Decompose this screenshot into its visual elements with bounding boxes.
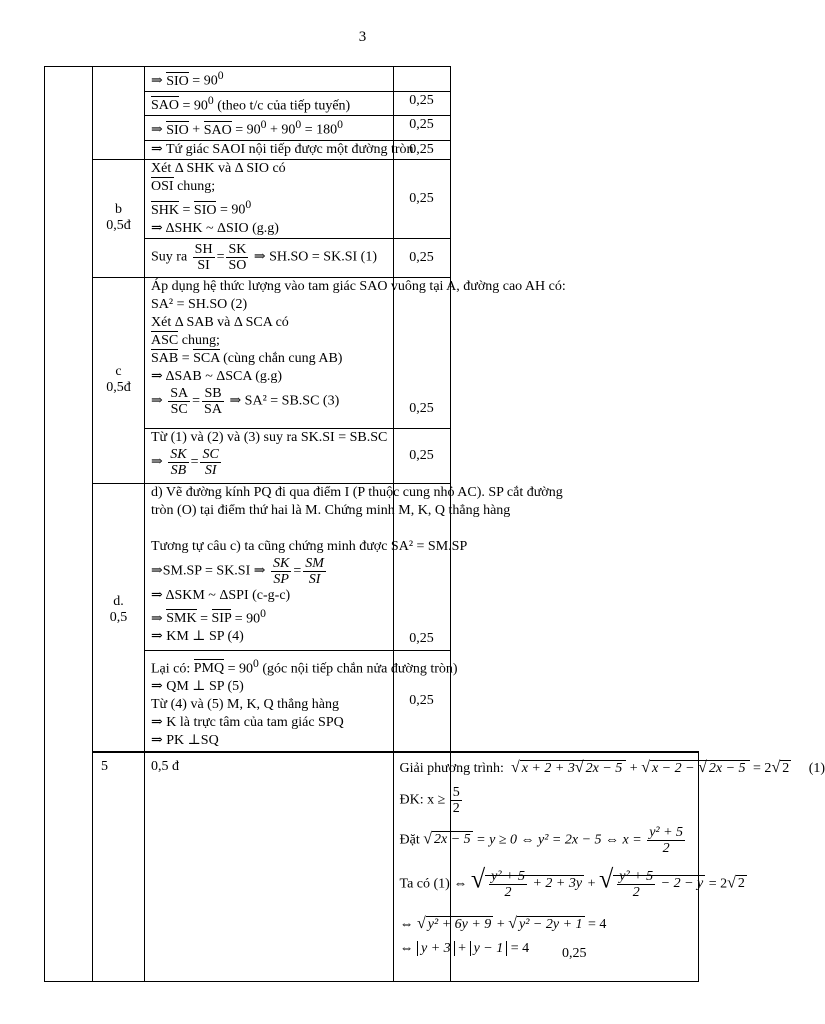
fraction: $\frac{SH}{SI}$ <box>194 242 213 274</box>
score: 0,25 <box>409 117 434 133</box>
question-number-cell <box>45 67 93 982</box>
problem-line: d) Vẽ đường kính PQ đi qua điểm I (P thuộc cung nhỏ AC). SP cắt đường <box>151 484 563 500</box>
proof-line: ⇒ QM ⊥ SP (5) <box>151 679 244 695</box>
proof-line: SHK = SIO = $90^0$ <box>151 197 252 218</box>
proof-line: ⇒ SIO + SAO = $90^0 + 90^0 = 180^0$ <box>151 118 343 138</box>
proof-line: ⇒ KM ⊥ SP (4) <box>151 629 244 645</box>
fraction: $\frac{\text{y² + 5}}{2}$ <box>649 824 684 856</box>
proof-line: Suy ra $\frac{SH}{SI}$ = $\frac{SK}{SO}$ ⇒ SH.SO = SK.SI (1) <box>151 242 377 274</box>
fraction: $\frac{SA}{SC}$ <box>170 385 189 417</box>
proof-line: Áp dụng hệ thức lượng vào tam giác SAO vuông tại A, đường cao AH có: <box>151 278 566 294</box>
table-row <box>45 752 699 982</box>
proof-line: Tương tự câu c) ta cũng chứng minh được SA² = SM.SP <box>151 538 468 554</box>
part-label: b <box>115 202 122 218</box>
condition-line: ĐK: x ≥ $\frac{5}{2}$ <box>399 784 460 816</box>
fraction: $\frac{SC}{SI}$ <box>202 446 219 478</box>
score: 0,25 <box>409 249 434 265</box>
proof-line: SAB = SCA (cùng chắn cung AB) <box>151 350 343 366</box>
proof-line: OSI chung; <box>151 178 216 194</box>
substitution-line: Đặt √ 2x − 5 = y ≥ 0 ⇔ y² = 2x − 5 ⇔ x = $\frac{\text{y² + 5}}{2}$ <box>399 824 684 856</box>
fraction: $\frac{SM}{SI}$ <box>305 555 324 587</box>
table-row <box>45 67 699 92</box>
part-label-cell <box>93 67 145 160</box>
proof-line: ⇒ ΔSAB ~ ΔSCA (g.g) <box>151 368 283 384</box>
proof-line: ⇒ $\frac{SK}{SB}$ = $\frac{SC}{SI}$ <box>151 446 219 478</box>
score: 0,25 <box>409 92 434 108</box>
question-points: 0,5 đ <box>145 752 394 982</box>
table-row <box>45 277 699 428</box>
proof-line: Xét Δ SAB và Δ SCA có <box>151 314 289 330</box>
proof-line: ASC chung; <box>151 332 220 348</box>
page-number: 3 <box>358 29 367 45</box>
proof-line: ⇒ ΔSHK ~ ΔSIO (g.g) <box>151 220 279 236</box>
score: 0,25 <box>409 141 434 157</box>
proof-line: SAO = $90^0$ (theo t/c của tiếp tuyến) <box>151 93 351 114</box>
equation-line: Giải phương trình: √ x + 2 + 3√ 2x − 5 + √ x − 2 − √ 2x − 5 = 2√ 2 (1) <box>399 758 825 776</box>
score: 0,25 <box>562 945 587 961</box>
proof-line: ⇒ SMK = SIP = $90^0$ <box>151 606 266 627</box>
proof-line: ⇒ Tứ giác SAOI nội tiếp được một đường tròn <box>151 141 414 157</box>
proof-line: Từ (4) và (5) M, K, Q thẳng hàng <box>151 697 339 713</box>
proof-line: ⇒ K là trực tâm của tam giác SPQ <box>151 715 344 731</box>
fraction: $\frac{5}{2}$ <box>452 784 460 816</box>
fraction: $\frac{SK}{SP}$ <box>273 555 290 587</box>
part-label: c <box>115 364 122 380</box>
proof-line: ⇒SM.SP = SK.SI ⇒ $\frac{SK}{SP}$ = $\frac{SM}{SI}$ <box>151 555 324 587</box>
proof-line: ⇒ PK ⊥SQ <box>151 733 219 749</box>
proof-line: ⇒ $\frac{SA}{SC}$ = $\frac{SB}{SA}$ ⇒ SA² = SB.SC (3) <box>151 385 340 417</box>
proof-line: Lại có: PMQ = $90^0$ (góc nội tiếp chắn nửa đường tròn) <box>151 656 458 677</box>
proof-line: ⇒ SIO = $90^0$ <box>151 69 224 89</box>
answer-table <box>44 66 825 982</box>
equation-line: ⇔ √ y² + 6y + 9 + √ y² − 2y + 1 = 4 <box>399 914 607 932</box>
proof-line: Từ (1) và (2) và (3) suy ra SK.SI = SB.SC <box>151 429 388 445</box>
part-label: d. <box>113 594 124 610</box>
score: 0,25 <box>409 190 434 206</box>
fraction: $\frac{SK}{SB}$ <box>170 446 187 478</box>
fraction: $\frac{SK}{SO}$ <box>228 242 247 274</box>
proof-line: Xét Δ SHK và Δ SIO có <box>151 160 286 176</box>
score: 0,25 <box>409 630 434 646</box>
score: 0,25 <box>409 692 434 708</box>
equation-line: ⇔ y + 3 + y − 1 = 4 <box>399 940 530 956</box>
part-label-cell <box>93 277 145 483</box>
table-row <box>45 483 699 650</box>
proof-line: ⇒ ΔSKM ~ ΔSPI (c-g-c) <box>151 587 291 603</box>
part-points: 0,5đ <box>106 218 131 234</box>
part-points: 0,5đ <box>106 380 131 396</box>
table-row <box>45 159 699 238</box>
part-points: 0,5 <box>109 610 128 626</box>
part-label-cell <box>93 483 145 752</box>
question-number: 5 <box>93 752 145 982</box>
score: 0,25 <box>409 447 434 463</box>
problem-line: tròn (O) tại điểm thứ hai là M. Chứng minh M, K, Q thẳng hàng <box>151 502 511 518</box>
score: 0,25 <box>409 400 434 416</box>
equation-line: Ta có (1) ⇔ √ $\frac{\text{y² + 5}}{2}$ + 2 + 3y + √ $\frac{\text{y² + 5}}{2}$ − 2 − y = 2√ 2 <box>399 864 745 900</box>
fraction: $\frac{SB}{SA}$ <box>204 385 222 417</box>
proof-line: SA² = SH.SO (2) <box>151 296 248 312</box>
part-label-cell <box>93 159 145 277</box>
